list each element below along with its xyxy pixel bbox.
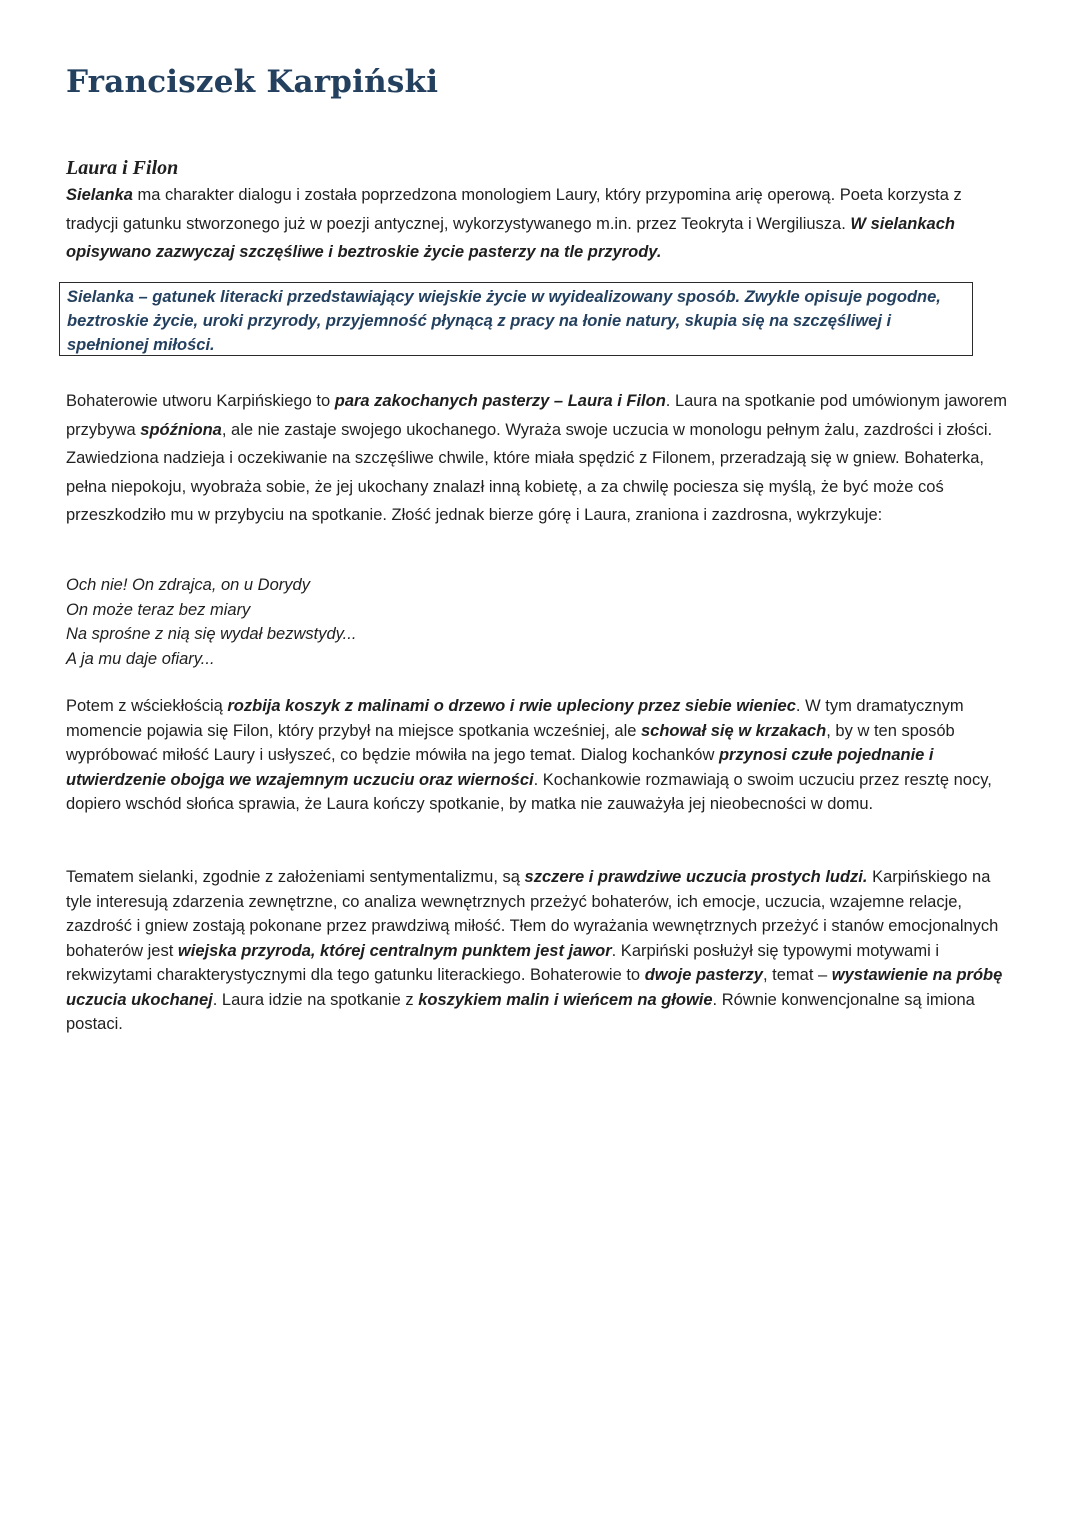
climax-text-1: Potem z wściekłością bbox=[66, 697, 228, 715]
intro-emphasis-sielanka: Sielanka bbox=[66, 186, 133, 204]
theme-paragraph bbox=[66, 865, 1016, 1037]
quote-line: Na sprośne z nią się wydał bezwstydy... bbox=[66, 625, 357, 643]
plot-text-3: , ale nie zastaje swojego ukochanego. Wyraża swoje uczucia w monologu pełnym żalu, zazdrości i złości. Zawiedziona nadzieja i oczekiwanie na szczęśliwe chwile, które miała spędzić z Filonem, przeradzają się w gniew. Bohaterka, pełna niepokoju, wyobraża sobie, że jej ukochany znalazł inną kobietę, a za chwilę pociesza się myślą, że być może coś przeszkodziło mu w przybyciu na spotkanie. Złość jednak bierze górę i Laura, zraniona i zazdrosna, wykrzykuje: bbox=[66, 420, 993, 524]
plot-emphasis-1: para zakochanych pasterzy – Laura i Filon bbox=[334, 392, 666, 410]
intro-text: ma charakter dialogu i została poprzedzona monologiem Laury, który przypomina arię operową. Poeta korzysta z tradycji gatunku stworzonego już w poezji antycznej, wykorzystywanego m.in. przez Teokryta i Wergiliusza. bbox=[66, 186, 962, 233]
theme-text-3: . Karpiński posłużył się typowymi motywami i rekwizytami charakterystycznymi dla tego gatunku literackiego. Bohaterowie to bbox=[66, 941, 939, 984]
plot-emphasis-2: spóźniona bbox=[140, 420, 222, 439]
plot-paragraph bbox=[66, 387, 1016, 530]
theme-emphasis-4: wystawienie na próbę uczucia ukochanej bbox=[66, 966, 1003, 1009]
climax-emphasis-3: przynosi czułe pojednanie i utwierdzenie obojga we wzajemnym uczuciu oraz wierności bbox=[66, 746, 934, 789]
poem-quote bbox=[66, 573, 356, 671]
plot-text-2: . Laura na spotkanie pod umówionym jaworem przybywa bbox=[66, 392, 1007, 439]
theme-text-4: , temat – bbox=[762, 966, 832, 984]
quote-line: Och nie! On zdrajca, on u Dorydy bbox=[66, 576, 310, 594]
climax-text-3: , by w ten sposób wypróbować miłość Laury i usłyszeć, co będzie mówiła na jego temat. Dialog kochanków bbox=[66, 721, 955, 764]
section-subtitle: Laura i Filon bbox=[66, 157, 179, 179]
plot-text-1: Bohaterowie utworu Karpińskiego to bbox=[66, 392, 335, 410]
intro-paragraph bbox=[66, 181, 1016, 267]
theme-text-1: Tematem sielanki, zgodnie z założeniami sentymentalizmu, są bbox=[66, 868, 525, 886]
theme-emphasis-5: koszykiem malin i wieńcem na głowie bbox=[418, 990, 713, 1009]
theme-emphasis-3: dwoje pasterzy bbox=[644, 966, 763, 984]
climax-text-2: . W tym dramatycznym momencie pojawia się Filon, który przybył na miejsce spotkania wcześniej, ale bbox=[66, 697, 964, 740]
climax-paragraph bbox=[66, 694, 1016, 817]
quote-line: A ja mu daje ofiary... bbox=[66, 649, 215, 668]
definition-box: Sielanka – gatunek literacki przedstawiający wiejskie życie w wyidealizowany sposób. Zwykle opisuje pogodne, beztroskie życie, uroki przyrody, przyjemność płynącą z pracy na łonie natury, skupia się na szczęśliwej i spełnionej miłości. bbox=[59, 282, 973, 356]
theme-text-6: . Równie konwencjonalne są imiona postaci. bbox=[66, 990, 975, 1033]
theme-emphasis-2: wiejska przyroda, której centralnym punktem jest jawor bbox=[177, 941, 612, 960]
theme-text-5: . Laura idzie na spotkanie z bbox=[212, 990, 419, 1009]
intro-emphasis-summary: W sielankach opisywano zazwyczaj szczęśliwe i beztroskie życie pasterzy na tle przyrody. bbox=[66, 214, 955, 261]
page-title: Franciszek Karpiński bbox=[66, 64, 439, 100]
quote-line: On może teraz bez miary bbox=[66, 600, 251, 619]
theme-text-2: Karpińskiego na tyle interesują zdarzenia zewnętrzne, co analiza wewnętrznych przeżyć bohaterów, ich emocje, uczucia, wzajemne relacje, zazdrość i gniew zostają pokonane przez prawdziwą miłość. Tłem do wyrażania wewnętrznych przeżyć i stanów emocjonalnych bohaterów jest bbox=[66, 868, 999, 960]
climax-emphasis-1: rozbija koszyk z malinami o drzewo i rwie upleciony przez siebie wieniec bbox=[227, 697, 796, 715]
climax-emphasis-2: schował się w krzakach bbox=[641, 721, 827, 740]
climax-text-4: . Kochankowie rozmawiają o swoim uczuciu przez resztę nocy, dopiero wschód słońca sprawia, że Laura kończy spotkanie, by matka nie zauważyła jej nieobecności w domu. bbox=[66, 770, 992, 813]
theme-emphasis-1: szczere i prawdziwe uczucia prostych ludzi. bbox=[524, 868, 868, 886]
